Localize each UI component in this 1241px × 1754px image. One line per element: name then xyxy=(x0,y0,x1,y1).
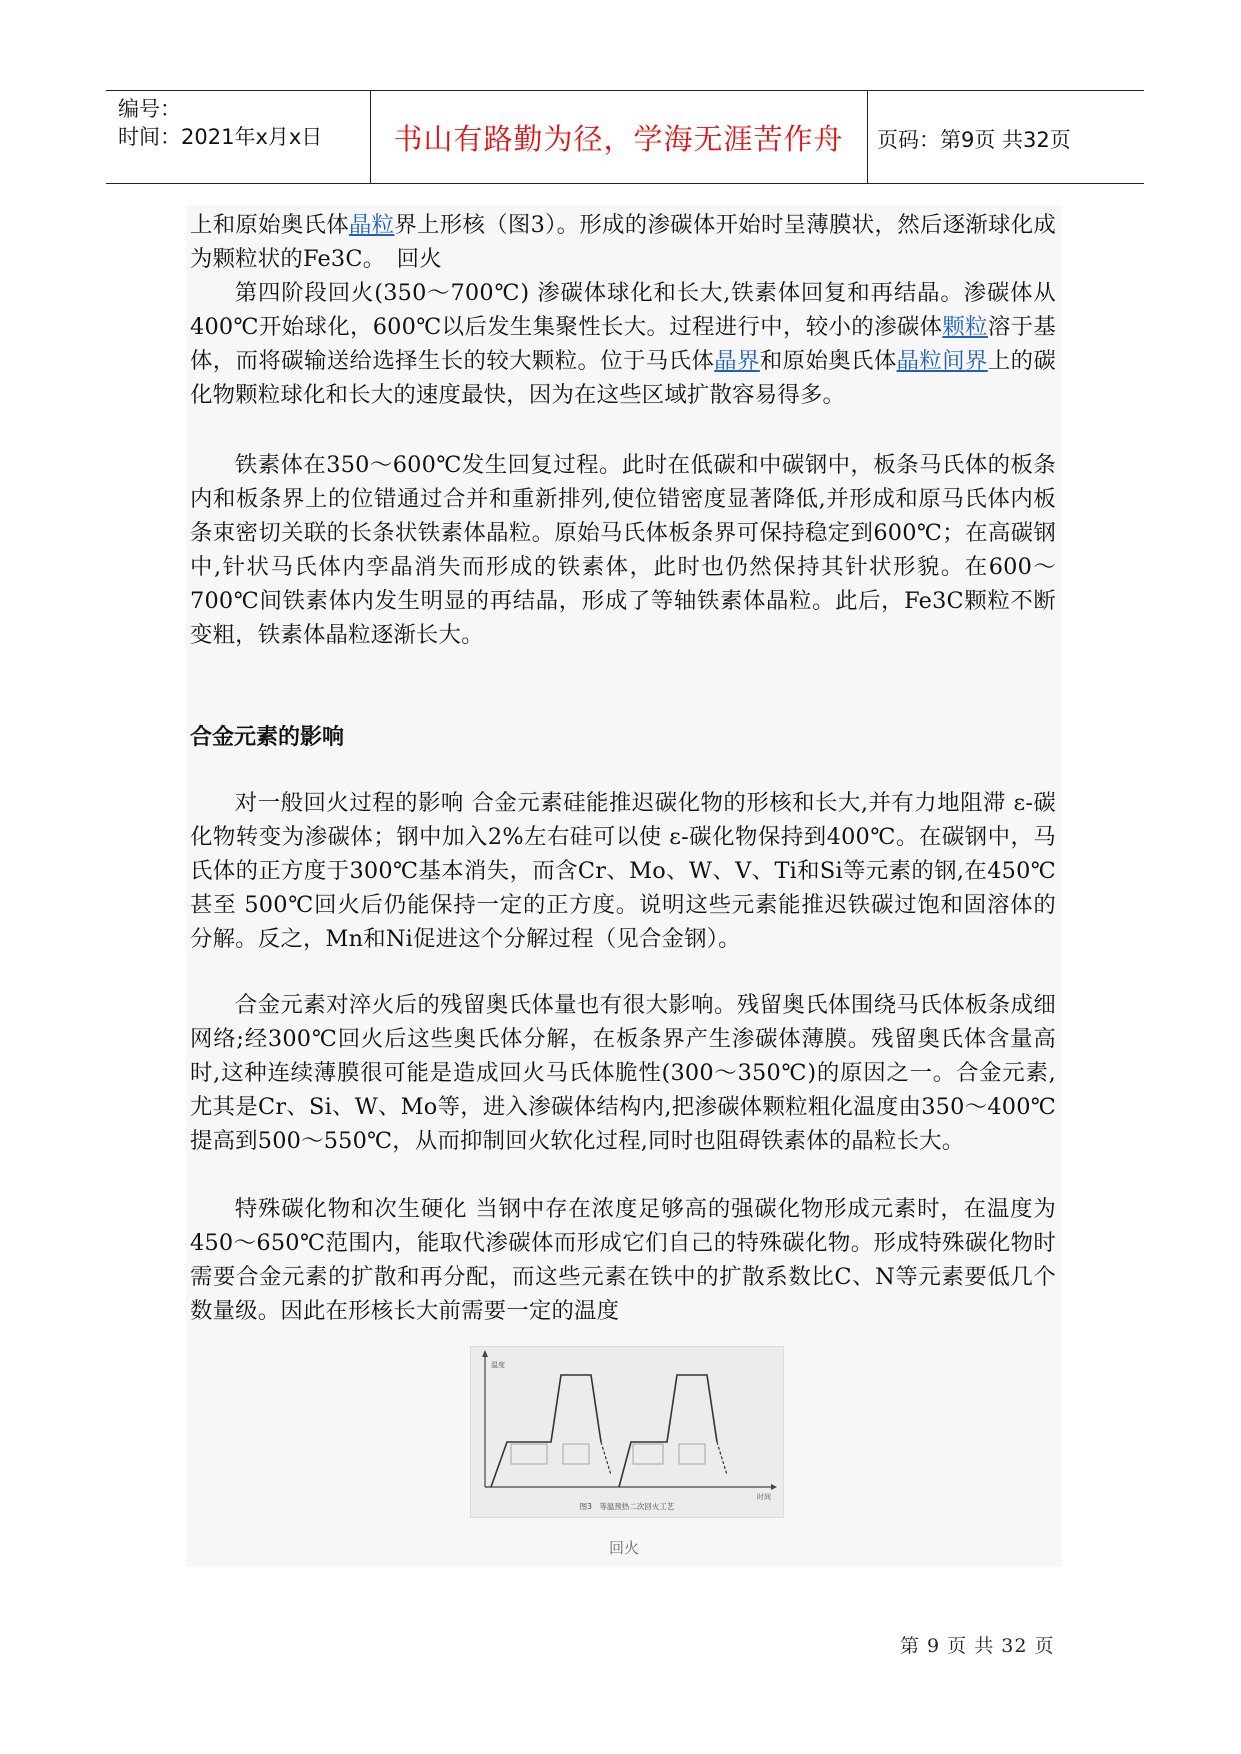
curve-cycle-2 xyxy=(619,1375,717,1487)
x-axis-label: 时间 xyxy=(757,1493,771,1501)
link-grain-interface[interactable]: 晶粒间界 xyxy=(896,348,988,374)
paragraph-6: 特殊碳化物和次生硬化 当钢中存在浓度足够高的强碳化物形成元素时，在温度为450～650℃范围内，能取代渗碳体而形成它们自己的特殊碳化物。形成特殊碳化物时需要合金元素的扩散和再分配，而这些元素在铁中的扩散系数比C、N等元素要低几个数量级。因此在形核长大前需要一定的温度 xyxy=(190,1196,1056,1324)
text-run: 界上形核（图3）。形成的渗碳体开始时呈薄膜状，然后逐渐球化成为颗粒状的Fe3C。 回火 xyxy=(190,212,1057,272)
x-axis-arrow xyxy=(771,1484,777,1490)
text-run: 上和原始奥氏体 xyxy=(190,212,349,238)
paragraph-2 xyxy=(190,276,1056,412)
text-run: 和原始奥氏体 xyxy=(759,348,897,374)
y-axis-label: 温度 xyxy=(491,1361,505,1369)
paragraph-5: 合金元素对淬火后的残留奥氏体量也有很大影响。残留奥氏体围绕马氏体板条成细网络;经300℃回火后这些奥氏体分解，在板条界产生渗碳体薄膜。残留奥氏体含量高时,这种连续薄膜很可能是造成回火马氏体脆性(300～350℃)的原因之一。合金元素,尤其是Cr、Si、W、Mo等，进入渗碳体结构内,把渗碳体颗粒粗化温度由350～400℃提高到500～550℃，从而抑制回火软化过程,同时也阻碍铁素体的晶粒长大。 xyxy=(190,992,1056,1154)
document-number-label: 编号： xyxy=(118,97,181,121)
text-run: 第四阶段回火(350～700℃) 渗碳体球化和长大,铁素体回复和再结晶。渗碳体从400℃开始球化，600℃以后发生集聚性长大。过程进行中，较小的渗碳体 xyxy=(190,280,1056,340)
y-axis-arrow xyxy=(482,1350,488,1357)
document-time-label: 时间：2021年x月x日 xyxy=(118,125,323,149)
hold-box-3 xyxy=(633,1444,663,1464)
link-particle[interactable]: 颗粒 xyxy=(942,314,988,340)
page-header xyxy=(106,90,1144,184)
link-grain-boundary[interactable]: 晶界 xyxy=(714,348,760,374)
hold-box-2 xyxy=(563,1444,589,1464)
text-run: 上的碳化物颗粒球化和长大的速度最快，因为在这些区域扩散容易得多。 xyxy=(190,348,1056,408)
header-page-cell xyxy=(867,91,1144,183)
text-run: 溶于基体，而将碳输送给选择生长的较大颗粒。位于马氏体 xyxy=(190,314,1057,374)
hold-box-4 xyxy=(679,1444,705,1464)
figure-caption: 回火 xyxy=(608,1539,639,1557)
document-body xyxy=(186,205,1062,1567)
tempering-diagram xyxy=(471,1347,783,1517)
header-motto-cell xyxy=(370,91,868,183)
header-page-code: 页码：第9页 共32页 xyxy=(877,128,1071,152)
header-motto: 书山有路勤为径，学海无涯苦作舟 xyxy=(393,122,844,156)
page-footer: 第 9 页 共 32 页 xyxy=(900,1635,1055,1657)
hold-box-1 xyxy=(511,1444,547,1464)
figure-inner-caption: 图3 等温预热二次回火工艺 xyxy=(579,1502,675,1511)
section-heading: 合金元素的影响 xyxy=(190,725,345,750)
paragraph-1 xyxy=(190,208,1056,276)
cooling-line-1 xyxy=(601,1442,611,1475)
paragraph-3: 铁素体在350～600℃发生回复过程。此时在低碳和中碳钢中，板条马氏体的板条内和板条界上的位错通过合并和重新排列,使位错密度显著降低,并形成和原马氏体内板条束密切关联的长条状铁素体晶粒。原始马氏体板条界可保持稳定到600℃；在高碳钢中,针状马氏体内孪晶消失而形成的铁素体，此时也仍然保持其针状形貌。在600～700℃间铁素体内发生明显的再结晶，形成了等轴铁素体晶粒。此后，Fe3C颗粒不断变粗，铁素体晶粒逐渐长大。 xyxy=(190,452,1056,648)
link-grain[interactable]: 晶粒 xyxy=(348,212,395,238)
cooling-line-2 xyxy=(717,1442,727,1475)
curve-cycle-1 xyxy=(491,1375,601,1487)
header-meta-cell xyxy=(106,91,371,183)
tempering-process-figure xyxy=(470,1346,784,1518)
paragraph-4: 对一般回火过程的影响 合金元素硅能推迟碳化物的形核和长大,并有力地阻滞 ε-碳化物转变为渗碳体；钢中加入2%左右硅可以使 ε-碳化物保持到400℃。在碳钢中，马氏体的正方度于300℃基本消失，而含Cr、Mo、W、V、Ti和Si等元素的钢,在450℃甚至 500℃回火后仍能保持一定的正方度。说明这些元素能推迟铁碳过饱和固溶体的分解。反之，Mn和Ni促进这个分解过程（见合金钢）。 xyxy=(190,790,1056,952)
